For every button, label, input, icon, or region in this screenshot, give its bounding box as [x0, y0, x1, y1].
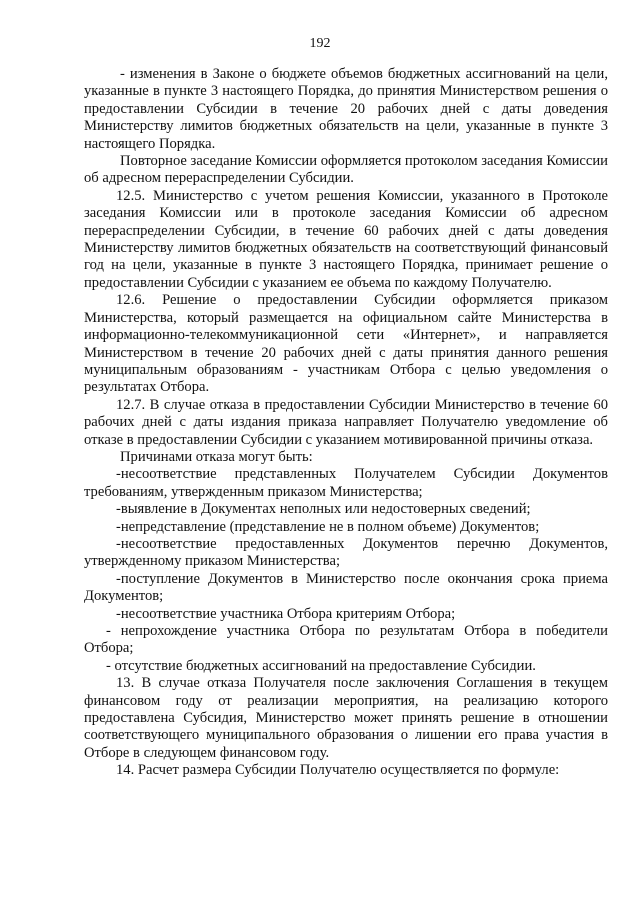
list-item-reason: - отсутствие бюджетных ассигнований на предоставление Субсидии. [106, 657, 536, 674]
paragraph-12-7: 12.7. В случае отказа в предоставлении Субсидии Министерство в течение 60 рабочих дней с даты издания приказа направляет Получателю уведомление об отказе в предоставлении Субсидии с указанием мотивированной причины отказа. [84, 396, 608, 448]
list-item-reason: -выявление в Документах неполных или недостоверных сведений; [116, 501, 531, 518]
paragraph-12-6: 12.6. Решение о предоставлении Субсидии оформляется приказом Министерства, который размещается на официальном сайте Министерства в информационно-телекоммуникационной сети «Интернет», и направляется Министерством в течение 20 рабочих дней с даты принятия данного решения муниципальным образованиям - участникам Отбора с целью уведомления о результатах Отбора. [84, 292, 608, 396]
document-body [84, 66, 608, 780]
list-item-reason: -несоответствие участника Отбора критериям Отбора; [116, 605, 456, 622]
paragraph-repeat-meeting: Повторное заседание Комиссии оформляется протоколом заседания Комиссии об адресном перераспределении Субсидии. [84, 153, 608, 187]
list-item-reason: -несоответствие представленных Получателем Субсидии Документов требованиям, утвержденным приказом Министерства; [84, 466, 608, 500]
paragraph-12-5: 12.5. Министерство с учетом решения Комиссии, указанного в Протоколе заседания Комиссии или в протоколе заседания Комиссии об адресном перераспределении Субсидии, в течение 60 рабочих дней с даты доведения Министерству лимитов бюджетных обязательств на соответствующий финансовый год на цели, указанные в пункте 3 настоящего Порядка, принимает решение о предоставлении Субсидии с указанием ее объема по каждому Получателю. [84, 187, 608, 291]
paragraph-14: 14. Расчет размера Субсидии Получателю осуществляется по формуле: [116, 762, 560, 779]
page-number: 192 [309, 36, 331, 51]
paragraph-budget-changes: - изменения в Законе о бюджете объемов бюджетных ассигнований на цели, указанные в пункте 3 настоящего Порядка, до принятия Министерством решения о предоставлении Субсидии в течение 20 рабочих дней с даты доведения Министерству лимитов бюджетных обязательств на цели, указанные в пункте 3 настоящего Порядка. [84, 66, 608, 152]
list-item-reason: -непредставление (представление не в полном объеме) Документов; [116, 518, 540, 535]
paragraph-13: 13. В случае отказа Получателя после заключения Соглашения в текущем финансовом году от реализации мероприятия, на реализацию которого предоставлена Субсидия, Министерство может принять решение в отношении соответствующего муниципального образования о лишении его права участия в Отборе в следующем финансовом году. [84, 675, 608, 761]
list-item-reason: -поступление Документов в Министерство после окончания срока приема Документов; [84, 570, 608, 605]
list-item-reason: - непрохождение участника Отбора по результатам Отбора в победители Отбора; [84, 623, 608, 657]
list-item-reason: -несоответствие предоставленных Документов перечню Документов, утвержденному приказом Министерства; [84, 535, 608, 570]
paragraph-refusal-reasons-intro: Причинами отказа могут быть: [120, 448, 313, 465]
